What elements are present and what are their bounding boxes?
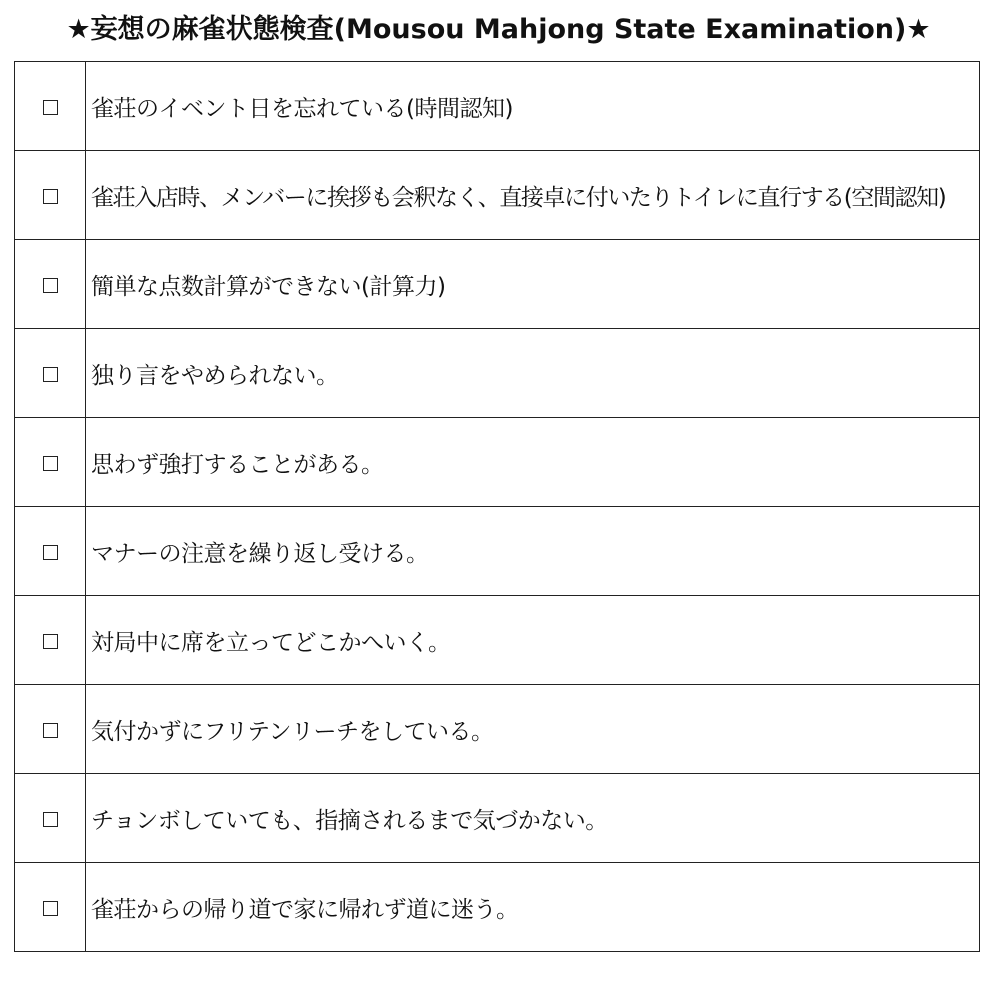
checkbox-cell: [15, 596, 86, 685]
item-text: チョンボしていても、指摘されるまで気づかない。: [86, 774, 980, 863]
checkbox[interactable]: [43, 189, 58, 204]
checkbox[interactable]: [43, 901, 58, 916]
checklist-row: [15, 240, 980, 329]
checklist-row: [15, 329, 980, 418]
page-title: ★妄想の麻雀状態検査(Mousou Mahjong State Examination)★: [66, 14, 931, 45]
checkbox[interactable]: [43, 367, 58, 382]
item-text: 雀荘入店時、メンバーに挨拶も会釈なく、直接卓に付いたりトイレに直行する(空間認知): [86, 151, 980, 240]
checklist-row: [15, 507, 980, 596]
item-text: 思わず強打することがある。: [86, 418, 980, 507]
checklist-row: [15, 863, 980, 952]
checklist-row: [15, 774, 980, 863]
item-text: 簡単な点数計算ができない(計算力): [86, 240, 980, 329]
checklist-row: [15, 62, 980, 151]
checkbox[interactable]: [43, 723, 58, 738]
checkbox-cell: [15, 329, 86, 418]
checkbox[interactable]: [43, 456, 58, 471]
item-text: 雀荘からの帰り道で家に帰れず道に迷う。: [86, 863, 980, 952]
checkbox-cell: [15, 418, 86, 507]
checklist-row: [15, 418, 980, 507]
item-text: マナーの注意を繰り返し受ける。: [86, 507, 980, 596]
item-text: 気付かずにフリテンリーチをしている。: [86, 685, 980, 774]
checkbox-cell: [15, 863, 86, 952]
checklist-row: [15, 596, 980, 685]
item-text: 独り言をやめられない。: [86, 329, 980, 418]
checkbox-cell: [15, 62, 86, 151]
checkbox-cell: [15, 507, 86, 596]
checkbox[interactable]: [43, 812, 58, 827]
checklist-table: [14, 61, 980, 952]
checkbox[interactable]: [43, 634, 58, 649]
item-text: 対局中に席を立ってどこかへいく。: [86, 596, 980, 685]
checkbox-cell: [15, 240, 86, 329]
checkbox[interactable]: [43, 100, 58, 115]
checklist-row: [15, 685, 980, 774]
checkbox[interactable]: [43, 545, 58, 560]
checkbox-cell: [15, 151, 86, 240]
checkbox-cell: [15, 774, 86, 863]
checkbox[interactable]: [43, 278, 58, 293]
item-text: 雀荘のイベント日を忘れている(時間認知): [86, 62, 980, 151]
checklist-row: [15, 151, 980, 240]
checkbox-cell: [15, 685, 86, 774]
